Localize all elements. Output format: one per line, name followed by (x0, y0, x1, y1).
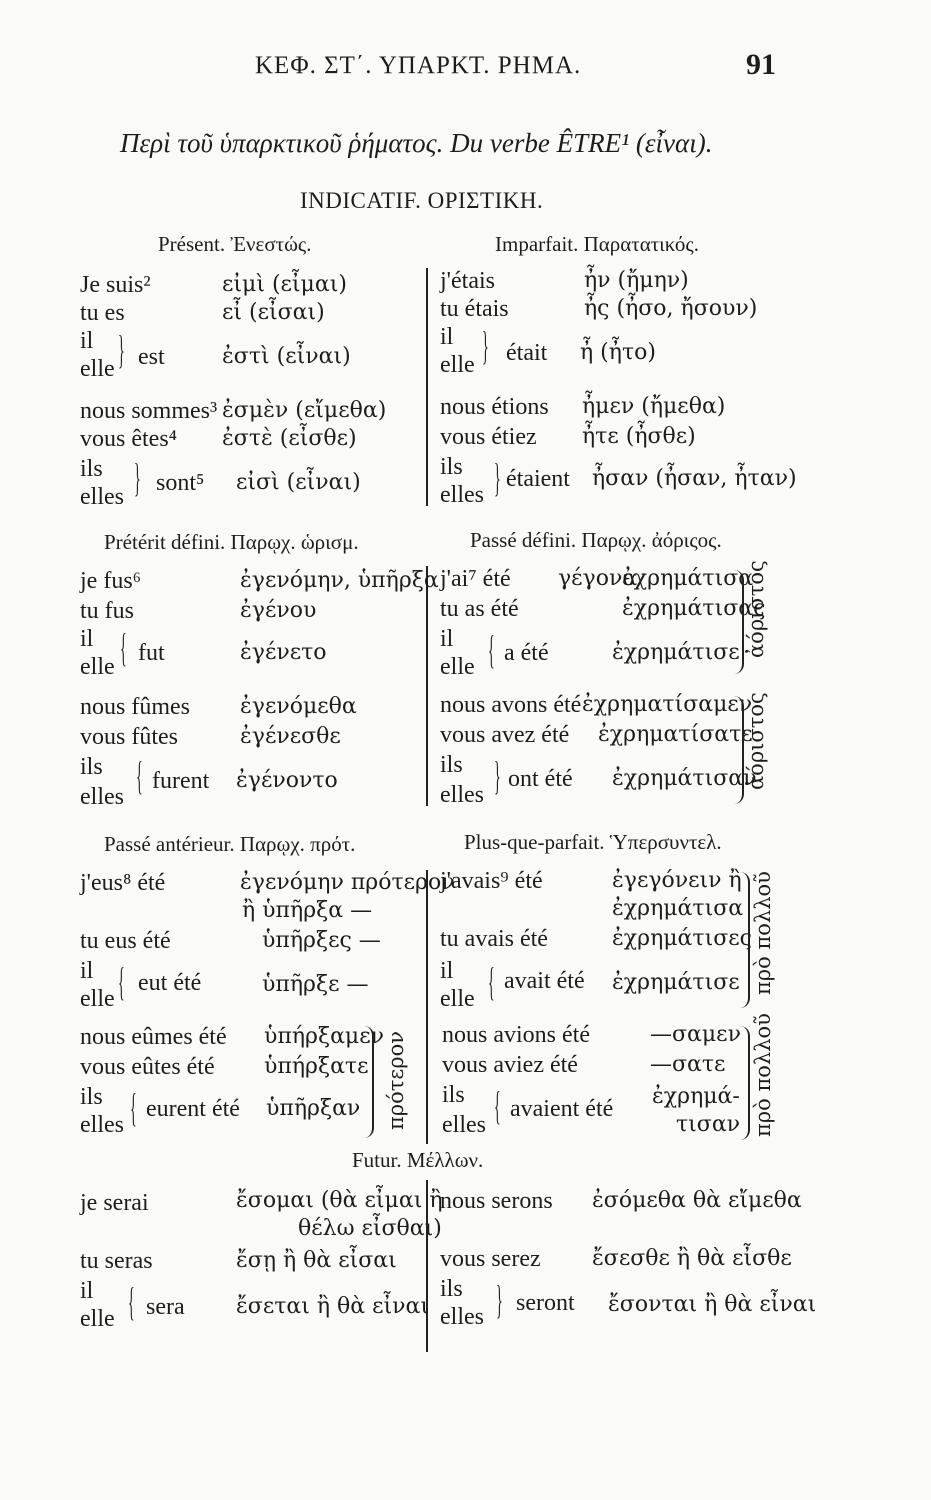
greek-form: ἦ (ἦτο) (580, 340, 656, 365)
pronoun: il (80, 626, 94, 652)
pronoun: il (440, 958, 454, 984)
brace-glyph: { (488, 959, 495, 1004)
pronoun: elles (80, 784, 124, 810)
greek-form: ἐγενόμην πρότερον (240, 870, 455, 895)
tense-heading: Passé antérieur. Παρῳχ. πρότ. (104, 832, 356, 856)
side-label: ἀόριστος (744, 560, 768, 658)
pronoun-verb: vous étiez (440, 424, 537, 450)
brace-glyph: } (118, 327, 125, 372)
greek-form: ἔσεσθε ἢ θὰ εἶσθε (592, 1246, 792, 1271)
greek-form: —σατε (650, 1052, 726, 1077)
greek-form: ἐγένοντο (236, 768, 338, 793)
column-divider (426, 870, 428, 1144)
greek-form: ἐστὶ (εἶναι) (222, 344, 351, 369)
column-divider (426, 566, 428, 806)
brace-glyph: } (494, 753, 501, 798)
brace-glyph: { (128, 1279, 135, 1324)
brace-bracket (740, 1026, 750, 1140)
greek-form: ἐστὲ (εἶσθε) (222, 426, 357, 451)
pronoun: ils (440, 1276, 463, 1302)
brace-bracket (364, 1026, 374, 1138)
greek-form: ἐγενόμεθα (240, 694, 357, 719)
greek-form: τισαν (676, 1112, 741, 1137)
pronoun-verb: j'eus⁸ été (80, 870, 166, 896)
brace-glyph: { (488, 627, 495, 672)
side-label: πρὸ πολλοῦ (751, 871, 775, 995)
pronoun-verb: vous serez (440, 1246, 541, 1272)
pronoun-verb: vous êtes⁴ (80, 426, 178, 452)
greek-form: ἐχρημάτισε (612, 640, 740, 665)
pronoun: il (440, 626, 454, 652)
greek-form: ἐχρημάτισε (612, 970, 740, 995)
pronoun-verb: j'étais (440, 268, 495, 294)
verb: eurent été (146, 1096, 240, 1122)
side-label: ἀόριστος (744, 692, 768, 790)
pronoun: il (440, 324, 454, 350)
pronoun-verb: nous avions été (442, 1022, 590, 1048)
pronoun-verb: tu étais (440, 296, 509, 322)
pronoun: elle (80, 654, 115, 680)
pronoun: elle (440, 986, 475, 1012)
verb: furent (152, 768, 210, 794)
pronoun-verb: vous aviez été (442, 1052, 578, 1078)
verb: seront (516, 1290, 575, 1316)
greek-form: ἦσαν (ἦσαν, ἦταν) (592, 466, 797, 491)
verb: avait été (504, 968, 585, 994)
pronoun-verb: tu es (80, 300, 125, 326)
pronoun-verb: tu avais été (440, 926, 548, 952)
pronoun: elle (440, 654, 475, 680)
brace-glyph: } (482, 323, 489, 368)
page-number: 91 (746, 48, 776, 81)
side-label: πρὸ πολλοῦ (751, 1013, 775, 1137)
greek-form: ἦν (ἤμην) (584, 268, 689, 293)
verb: ont été (508, 766, 573, 792)
pronoun-verb: tu seras (80, 1248, 153, 1274)
brace-glyph: { (494, 1083, 501, 1128)
greek-form: ὑπῆρξαν (266, 1096, 361, 1121)
brace-glyph: } (134, 455, 141, 500)
pronoun-verb: vous fûtes (80, 724, 178, 750)
pronoun: elle (80, 1306, 115, 1332)
greek-form: ἐχρημάτισα (622, 566, 754, 591)
brace-glyph: { (118, 959, 125, 1004)
greek-form: ἦς (ἦσο, ἤσουν) (584, 296, 758, 321)
column-divider (426, 268, 428, 506)
pronoun: elles (442, 1112, 486, 1138)
greek-form: ἐχρηματίσαμεν (582, 692, 753, 717)
brace-glyph: { (130, 1085, 137, 1130)
brace-bracket (734, 696, 744, 804)
brace-glyph: } (496, 1277, 503, 1322)
pronoun-verb: nous sommes³ (80, 398, 218, 424)
pronoun: ils (80, 754, 103, 780)
greek-form: ἐσμὲν (εἴμεθα) (222, 398, 387, 423)
tense-heading: Plus-que-parfait. Ὑπερσυντελ. (464, 830, 722, 854)
greek-form: ὑπῆρξες — (262, 928, 381, 953)
pronoun-verb: nous eûmes été (80, 1024, 227, 1050)
greek-form: ἐχρημάτισαν (612, 766, 757, 791)
greek-form: ἢ ὑπῆρξα — (242, 898, 373, 923)
pronoun: ils (80, 1084, 103, 1110)
tense-heading: Passé défini. Παρῳχ. ἀόριςος. (470, 528, 722, 552)
greek-form: ἐγενόμην, ὑπῆρξα (240, 568, 439, 593)
greek-form: ἐχρημάτισα (612, 896, 744, 921)
pronoun-verb: nous fûmes (80, 694, 190, 720)
tense-heading: Futur. Μέλλων. (352, 1148, 484, 1172)
greek-form: ἐχρημάτισας (622, 596, 766, 621)
pronoun-verb: nous serons (440, 1188, 553, 1214)
pronoun-verb: je serai (80, 1190, 149, 1216)
pronoun-verb: tu eus été (80, 928, 171, 954)
pronoun: il (80, 1278, 94, 1304)
side-label: πρότερον (384, 1030, 408, 1130)
greek-form: εἶ (εἶσαι) (222, 300, 325, 325)
verb: fut (138, 640, 165, 666)
verb: eut été (138, 970, 202, 996)
pronoun-verb: vous avez été (440, 722, 570, 748)
pronoun-verb: je fus⁶ (80, 568, 142, 594)
pronoun: il (80, 958, 94, 984)
pronoun: elles (440, 482, 484, 508)
greek-form: ἐχρημά- (652, 1084, 740, 1109)
greek-form: θέλω εἶσθαι) (298, 1216, 442, 1241)
greek-form: ἐγένου (240, 598, 317, 623)
mood-heading: INDICATIF. ΟΡΙΣΤΙΚΗ. (300, 188, 544, 213)
pronoun: elle (440, 352, 475, 378)
pronoun-verb: j'avais⁹ été (440, 868, 543, 894)
tense-heading: Prétérit défini. Παρῳχ. ὡρισμ. (104, 530, 359, 554)
greek-form: ἔσομαι (θὰ εἶμαι ἢ (236, 1188, 443, 1213)
verb: était (506, 340, 548, 366)
greek-form: ἐγεγόνειν ἢ (612, 868, 742, 893)
brace-glyph: { (136, 753, 143, 798)
pronoun-verb: tu as été (440, 596, 519, 622)
greek-form: ἐχρηματίσατε (598, 722, 753, 747)
greek-form: ἐσόμεθα θὰ εἴμεθα (592, 1188, 802, 1213)
greek-form: γέγονα (558, 566, 638, 591)
pronoun: ils (440, 454, 463, 480)
brace-glyph: } (494, 455, 501, 500)
brace-bracket (734, 570, 744, 674)
verb: a été (504, 640, 549, 666)
verb: étaient (506, 466, 570, 492)
verb: est (138, 344, 165, 370)
pronoun: elle (80, 986, 115, 1012)
greek-form: ἦμεν (ἤμεθα) (582, 394, 726, 419)
pronoun: elle (80, 356, 115, 382)
greek-form: ἦτε (ἦσθε) (582, 424, 696, 449)
pronoun: elles (440, 1304, 484, 1330)
pronoun: ils (440, 752, 463, 778)
pronoun: ils (442, 1082, 465, 1108)
pronoun-verb: vous eûtes été (80, 1054, 215, 1080)
pronoun-verb: Je suis² (80, 272, 151, 298)
pronoun: ils (80, 456, 103, 482)
verb: avaient été (510, 1096, 614, 1122)
greek-form: ἐγένεσθε (240, 724, 341, 749)
greek-form: ἐγένετο (240, 640, 327, 665)
greek-form: εἰμὶ (εἶμαι) (222, 272, 347, 297)
greek-form: ὑπήρξαμεν (264, 1024, 384, 1049)
greek-form: ἔσονται ἢ θὰ εἶναι (608, 1292, 817, 1317)
tense-heading: Imparfait. Παρατατικός. (495, 232, 699, 256)
greek-form: ἔσεται ἢ θὰ εἶναι (236, 1294, 430, 1319)
pronoun-verb: nous avons été (440, 692, 582, 718)
pronoun: elles (80, 1112, 124, 1138)
pronoun: il (80, 328, 94, 354)
page-title: Περὶ τοῦ ὑπαρκτικοῦ ῥήματος. Du verbe ÊTRE¹ (εἶναι). (120, 128, 713, 158)
pronoun-verb: nous étions (440, 394, 549, 420)
brace-bracket (740, 872, 750, 1008)
verb: sera (146, 1294, 185, 1320)
brace-glyph: { (120, 625, 127, 670)
tense-heading: Présent. Ἐνεστώς. (158, 232, 312, 256)
greek-form: εἰσὶ (εἶναι) (236, 470, 361, 495)
pronoun: elles (440, 782, 484, 808)
pronoun-verb: j'ai⁷ été (440, 566, 511, 592)
greek-form: ἐχρημάτισες (612, 926, 752, 951)
running-head: ΚΕΦ. ΣΤ΄. ΥΠΑΡΚΤ. ΡΗΜΑ. (255, 52, 582, 79)
greek-form: ὑπῆρξε — (262, 972, 369, 997)
greek-form: ὑπήρξατε (264, 1054, 369, 1079)
greek-form: ἔσῃ ἢ θὰ εἶσαι (236, 1248, 397, 1273)
verb: sont⁵ (156, 470, 205, 496)
pronoun-verb: tu fus (80, 598, 134, 624)
pronoun: elles (80, 484, 124, 510)
greek-form: —σαμεν (650, 1022, 741, 1047)
